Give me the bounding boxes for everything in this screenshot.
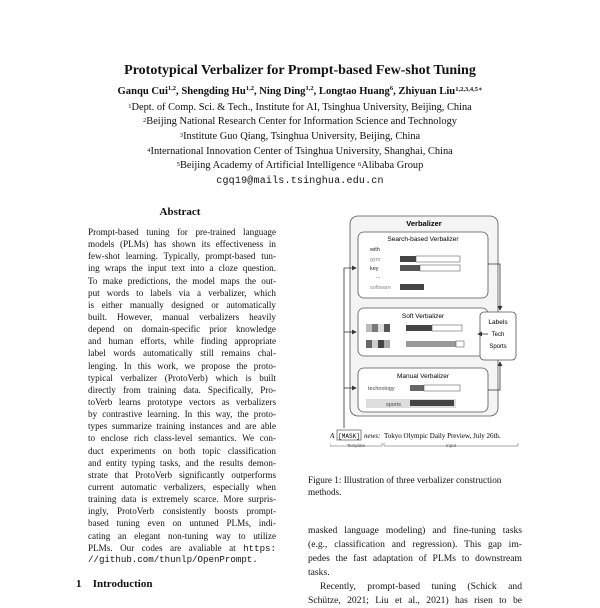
input-label-small: Input	[445, 443, 457, 448]
search-bar	[400, 265, 420, 271]
abstract-line: training data is extremely scarce. More surpris-	[88, 494, 276, 505]
search-verbalizer-title: Search-based Verbalizer	[387, 236, 459, 243]
author-name: Shengding Hu	[181, 86, 246, 97]
soft-bar-outline	[432, 325, 462, 331]
affiliation-line: $^5$Beijing Academy of Artificial Intelligence $^6$Alibaba Group	[176, 160, 424, 171]
search-bar-outline	[420, 265, 460, 271]
url-fragment[interactable]: https:	[243, 542, 276, 554]
abstract-line: is either manually designed or automatically	[88, 299, 276, 310]
author-sup: 6	[389, 85, 394, 92]
abstract-line: depend on domain-specific prior knowledge	[88, 324, 276, 335]
abstract-line: by contrastive learning. In this way, the proto-	[88, 409, 276, 420]
abstract-line: and human efforts, while finding appropriate	[88, 336, 276, 347]
search-bar	[400, 284, 424, 290]
input-text: Tokyo Olympic Daily Preview, July 26th.	[384, 432, 501, 440]
soft-bar	[406, 341, 456, 347]
abstract-line: strate that ProtoVerb significantly outperforms	[88, 469, 276, 480]
abstract-line: cating an elegant non-tuning way to utilize	[88, 530, 276, 541]
author-sup: 1,2	[305, 85, 314, 92]
abstract-line: To make predictions, the model maps the out-	[88, 275, 276, 286]
abstract-line: typical verbalizer (ProtoVerb) which is built	[88, 372, 276, 383]
search-word: with	[370, 247, 380, 253]
abstract-line: PLMs. Our codes are avaliable at https:	[88, 542, 276, 554]
manual-bar-outline	[424, 385, 460, 391]
verbalizer-figure	[330, 214, 520, 448]
template-label: Template	[346, 443, 366, 448]
search-word: software	[370, 285, 391, 291]
search-word: key	[370, 266, 379, 272]
author-list: Ganqu Cui$^{1,2}$, Shengding Hu$^{1,2}$, Ning Ding$^{1,2}$, Longtao Huang$^6$, Zhiyuan Liu$^{1,2,3,4,5∗}$	[117, 85, 483, 97]
soft-verbalizer-title: Soft Verbalizer	[401, 313, 445, 320]
author-name: Zhiyuan Liu	[398, 86, 456, 97]
search-word: gym	[370, 257, 381, 263]
abstract-line: //github.com/thunlp/OpenPrompt.	[88, 553, 258, 565]
search-bar	[400, 256, 416, 262]
section-title: Introduction	[92, 578, 153, 590]
manual-word: sports	[386, 402, 401, 408]
label-item: Sports	[489, 344, 507, 350]
abstract-line: label words automatically still remains chal-	[88, 348, 276, 359]
author-sup: 1,2	[245, 85, 254, 92]
abstract-line: duct experiments on both topic classification	[88, 445, 276, 456]
abstract-line: types summarize training instances and are able	[88, 421, 276, 432]
manual-bar	[410, 385, 424, 391]
author-name: Ganqu Cui	[117, 86, 168, 97]
paper-title: Prototypical Verbalizer for Prompt-based Few-shot Tuning	[124, 63, 476, 78]
search-bar-outline	[416, 256, 460, 262]
soft-bar	[406, 325, 432, 331]
soft-bar-outline	[456, 341, 464, 347]
manual-bar	[410, 400, 454, 406]
abstract-line: ingly, ProtoVerb consistently boosts prompt-	[88, 506, 276, 517]
abstract-line: current automatic verbalizers, especially when	[88, 481, 276, 492]
author-name: Longtao Huang	[318, 86, 390, 97]
soft-vector-b	[366, 340, 390, 348]
abstract-line: ing wraps the input text into a cloze question.	[88, 263, 276, 274]
author-sup: 1,2	[167, 85, 177, 92]
section-heading	[76, 578, 152, 590]
abstract-line: built. However, manual verbalizers heavily	[88, 311, 276, 322]
label-item: Tech	[491, 332, 505, 338]
input-label: news:	[364, 432, 381, 440]
abstract-line: directly from training data. Specifically, Pro-	[88, 384, 276, 395]
author-name: Ning Ding	[259, 86, 306, 97]
soft-vector-a	[366, 324, 390, 332]
figure-caption: Figure 1: Illustration of three verbalizer construction methods.	[308, 475, 502, 498]
author-sup: 1,2,3,4,5∗	[455, 86, 483, 93]
author-email: cgq19@mails.tsinghua.edu.cn	[216, 176, 384, 187]
abstract-line: models (PLMs) has shown its effectiveness in	[88, 239, 276, 250]
mask-token: [MASK]	[338, 433, 360, 440]
abstract-heading: Abstract	[159, 206, 201, 218]
affiliation-line: $^4$International Innovation Center of Tsinghua University, Shanghai, China	[147, 146, 453, 157]
manual-verbalizer-title: Manual Verbalizer	[396, 373, 450, 380]
abstract-line: toVerb learns prototype vectors as verbalizers	[88, 396, 276, 407]
section-number: 1	[76, 578, 82, 590]
input-prefix: A	[330, 432, 335, 440]
manual-word: technology	[368, 386, 395, 392]
abstract-line: Prompt-based tuning for pre-trained language	[88, 227, 276, 237]
labels-title: Labels	[488, 319, 508, 326]
verbalizer-title: Verbalizer	[406, 219, 442, 228]
affiliation-line: $^3$Institute Guo Qiang, Tsinghua University, Beijing, China	[179, 131, 421, 142]
abstract-line: and entity typing tasks, and the results demon-	[88, 457, 276, 468]
abstract-body	[88, 226, 276, 566]
abstract-line: put words to labels via a verbalizer, which	[88, 287, 276, 298]
search-word: ...	[376, 274, 381, 280]
abstract-line: few-shot learning. Typically, prompt-based tun-	[88, 251, 276, 262]
affiliation-line: $^1$Dept. of Comp. Sci. & Tech., Institute for AI, Tsinghua University, Beijing, China	[128, 102, 472, 113]
body-text-right: masked language modeling) and fine-tuning tasks (e.g., classification and regression). This gap im- pedes the fast adaptation of PLMs to downstream tasks. Recently, prompt-based tuning (Schick and Schütze, 2021; Liu et al., 2021) has risen to be	[308, 525, 522, 606]
affiliation-line: $^2$Beijing National Research Center for Information Science and Technology	[143, 116, 457, 127]
abstract-line: to enclose rich class-level semantics. We con-	[88, 433, 276, 444]
abstract-line: based tuning even on untuned PLMs, indi-	[88, 518, 276, 529]
abstract-line: lenging. In this work, we propose the proto-	[88, 360, 276, 371]
